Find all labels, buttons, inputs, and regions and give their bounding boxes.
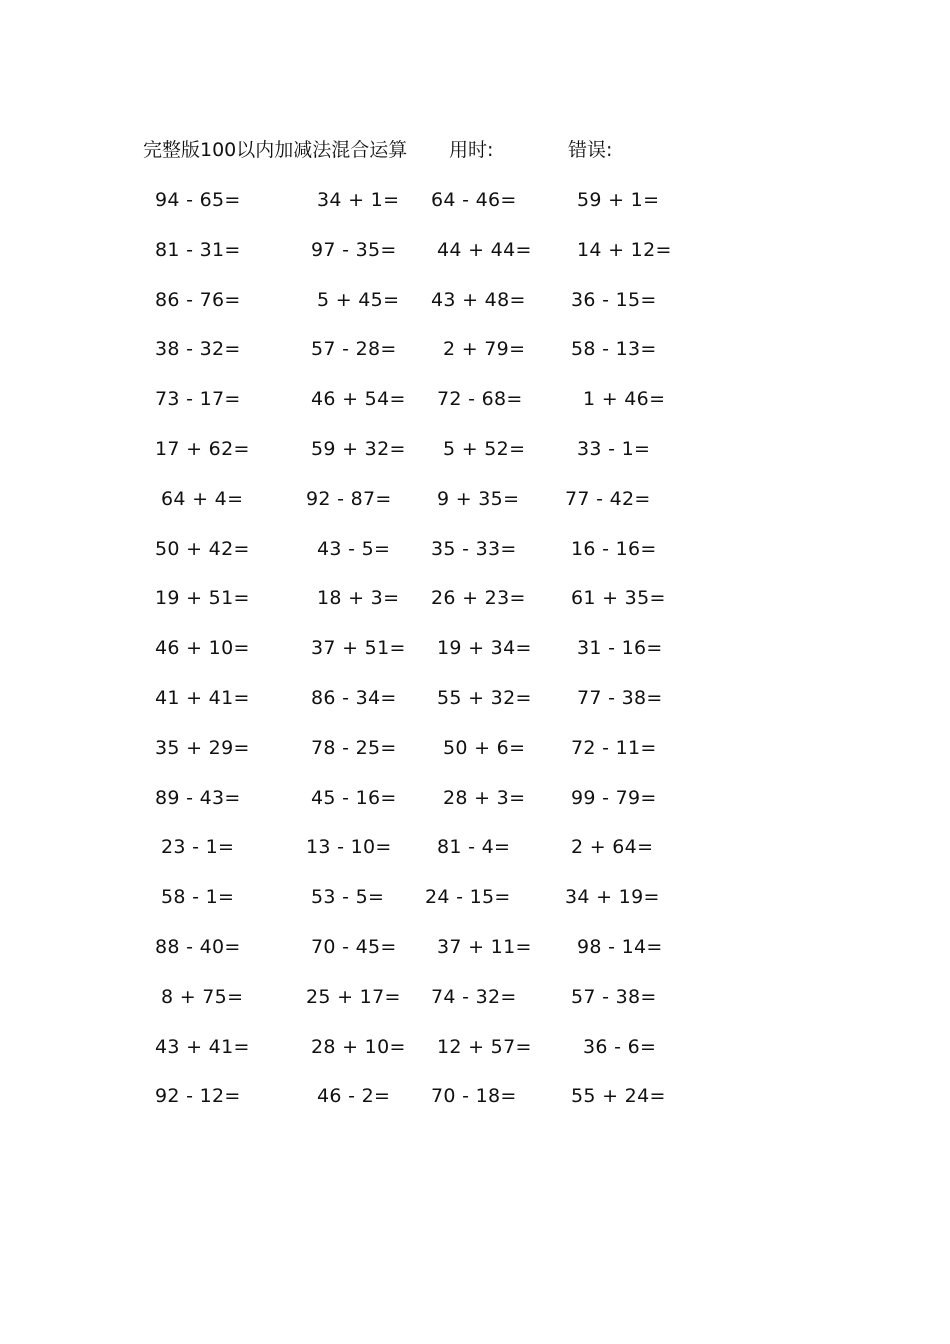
math-problem: 26 + 23= [431, 587, 526, 610]
math-problem: 1 + 46= [583, 388, 666, 411]
problem-row [140, 684, 700, 734]
math-problem: 58 - 13= [571, 338, 657, 361]
math-problem: 46 + 10= [155, 637, 250, 660]
math-problem: 13 - 10= [306, 836, 392, 859]
math-problem: 17 + 62= [155, 437, 250, 460]
problem-row [140, 186, 700, 236]
math-problem: 46 + 54= [311, 388, 406, 411]
math-problem: 57 - 38= [571, 985, 657, 1008]
errors-label: 错误: [568, 139, 613, 161]
problem-row [140, 833, 700, 883]
math-problem: 64 + 4= [161, 487, 244, 510]
math-problem: 28 + 3= [443, 786, 526, 809]
problem-row [140, 485, 700, 535]
math-problem: 74 - 32= [431, 985, 517, 1008]
math-problem: 38 - 32= [155, 338, 241, 361]
math-problem: 64 - 46= [431, 189, 517, 211]
math-problem: 14 + 12= [577, 238, 672, 261]
math-problem: 9 + 35= [437, 487, 520, 510]
math-problem: 86 - 34= [311, 686, 397, 709]
math-problem: 45 - 16= [311, 786, 397, 809]
math-problem: 16 - 16= [571, 537, 657, 560]
math-problem: 37 + 51= [311, 637, 406, 660]
worksheet-title: 完整版100以内加减法混合运算 [143, 139, 408, 161]
math-problem: 19 + 51= [155, 587, 250, 610]
problem-row [140, 335, 700, 385]
math-problem: 8 + 75= [161, 985, 244, 1008]
math-problem: 36 - 6= [583, 1035, 657, 1058]
problem-row [140, 535, 700, 585]
math-problem: 23 - 1= [161, 836, 235, 859]
math-problem: 43 + 48= [431, 288, 526, 311]
problem-row [140, 784, 700, 834]
math-problem: 28 + 10= [311, 1035, 406, 1058]
math-problem: 77 - 42= [565, 487, 651, 510]
math-problem: 36 - 15= [571, 288, 657, 311]
math-problem: 41 + 41= [155, 686, 250, 709]
math-problem: 24 - 15= [425, 886, 511, 909]
math-problem: 72 - 11= [571, 736, 657, 759]
math-problem: 61 + 35= [571, 587, 666, 610]
math-problem: 34 + 1= [317, 189, 400, 211]
math-problem: 81 - 31= [155, 238, 241, 261]
problem-row [140, 584, 700, 634]
math-problem: 88 - 40= [155, 935, 241, 958]
problem-row [140, 435, 700, 485]
math-problem: 73 - 17= [155, 388, 241, 411]
problem-row [140, 385, 700, 435]
math-problem: 59 + 32= [311, 437, 406, 460]
time-label: 用时: [449, 139, 494, 161]
problem-row [140, 983, 700, 1033]
math-problem: 12 + 57= [437, 1035, 532, 1058]
math-problem: 58 - 1= [161, 886, 235, 909]
math-problem: 31 - 16= [577, 637, 663, 660]
math-problem: 81 - 4= [437, 836, 511, 859]
math-problem: 5 + 52= [443, 437, 526, 460]
problem-row [140, 734, 700, 784]
math-problem: 35 - 33= [431, 537, 517, 560]
math-problem: 77 - 38= [577, 686, 663, 709]
math-problem: 98 - 14= [577, 935, 663, 958]
math-problem: 89 - 43= [155, 786, 241, 809]
math-problem: 92 - 12= [155, 1085, 241, 1108]
math-problem: 72 - 68= [437, 388, 523, 411]
math-problem: 2 + 79= [443, 338, 526, 361]
math-problem: 35 + 29= [155, 736, 250, 759]
problem-row [140, 933, 700, 983]
math-problem: 50 + 42= [155, 537, 250, 560]
problem-row [140, 1082, 700, 1132]
math-problem: 55 + 24= [571, 1085, 666, 1108]
problem-row [140, 1033, 700, 1083]
math-problem: 97 - 35= [311, 238, 397, 261]
math-problem: 70 - 45= [311, 935, 397, 958]
math-problem: 25 + 17= [306, 985, 401, 1008]
problem-row [140, 286, 700, 336]
math-problem: 78 - 25= [311, 736, 397, 759]
math-problem: 44 + 44= [437, 238, 532, 261]
math-problem: 92 - 87= [306, 487, 392, 510]
math-problem: 99 - 79= [571, 786, 657, 809]
math-problem: 5 + 45= [317, 288, 400, 311]
math-problem: 55 + 32= [437, 686, 532, 709]
math-problem: 18 + 3= [317, 587, 400, 610]
math-problem: 46 - 2= [317, 1085, 391, 1108]
problem-row [140, 634, 700, 684]
math-problem: 2 + 64= [571, 836, 654, 859]
math-problem: 19 + 34= [437, 637, 532, 660]
math-problem: 33 - 1= [577, 437, 651, 460]
problem-grid [140, 186, 700, 1132]
math-problem: 43 + 41= [155, 1035, 250, 1058]
math-problem: 57 - 28= [311, 338, 397, 361]
math-problem: 37 + 11= [437, 935, 532, 958]
math-problem: 94 - 65= [155, 189, 241, 211]
math-problem: 86 - 76= [155, 288, 241, 311]
math-problem: 53 - 5= [311, 886, 385, 909]
math-problem: 43 - 5= [317, 537, 391, 560]
math-problem: 34 + 19= [565, 886, 660, 909]
math-problem: 70 - 18= [431, 1085, 517, 1108]
math-problem: 50 + 6= [443, 736, 526, 759]
problem-row [140, 236, 700, 286]
problem-row [140, 883, 700, 933]
math-problem: 59 + 1= [577, 189, 660, 211]
